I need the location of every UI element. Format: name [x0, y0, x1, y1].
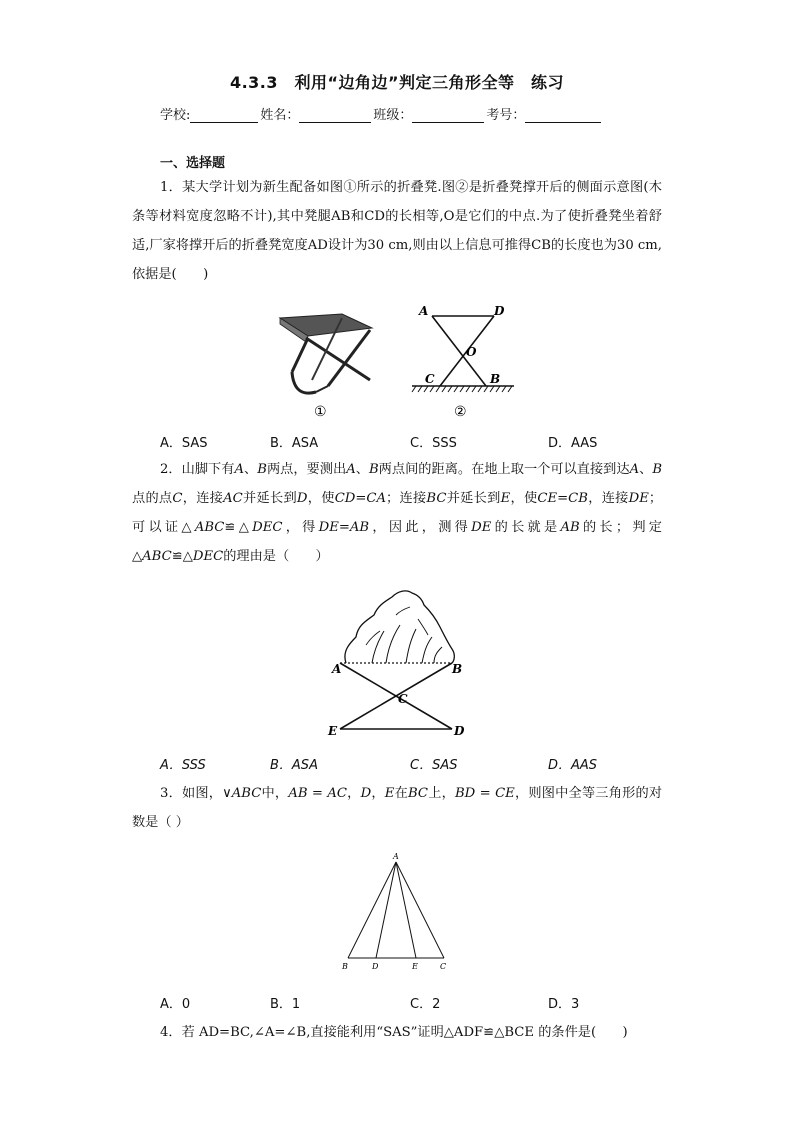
q3-var: BC [407, 786, 429, 801]
q2-text: ，使 [510, 491, 538, 506]
page-title: 4.3.3 利用“边角边”判定三角形全等 练习 [229, 73, 565, 92]
q2-var: DEC [192, 549, 224, 564]
q2-option-a[interactable]: A．SSS [160, 758, 206, 773]
q2-var: A [346, 462, 356, 477]
label-B: B [342, 962, 348, 971]
label-A: A [332, 662, 342, 676]
q3-text: 3．如图，∨ [160, 786, 232, 801]
q2-text: 并延长到 [242, 491, 297, 506]
q2-var: DE=AB [318, 520, 370, 535]
class-blank[interactable] [412, 108, 484, 123]
q2-text: ，使 [307, 491, 335, 506]
q3-text: ， [346, 786, 361, 801]
school-label: 学校: [160, 108, 191, 123]
q2-var: DE [471, 520, 492, 535]
q2-text: ；可以证△ [132, 491, 663, 535]
label-D: D [372, 962, 379, 971]
q3-var: AB = AC [288, 786, 347, 801]
q2-text: ；连接 [386, 491, 427, 506]
label-A: A [393, 852, 399, 861]
q2-text: ，连接 [182, 491, 224, 506]
q2-option-d[interactable]: D．AAS [548, 758, 598, 773]
number-label: 考号： [486, 108, 526, 123]
label-A: A [419, 304, 429, 318]
q2-var: D [296, 491, 308, 506]
q3-var: BD = CE [454, 786, 515, 801]
question-2 [132, 455, 662, 571]
q3-option-a[interactable]: A．0 [160, 997, 191, 1012]
q2-text: ，因此，测得 [369, 520, 472, 535]
question-4 [132, 1018, 662, 1047]
q2-var: B [652, 462, 663, 477]
q2-text: 2．山脚下有 [160, 462, 235, 477]
q2-text: ≌△ [224, 520, 253, 535]
q3-text: 上， [428, 786, 455, 801]
label-E: E [412, 962, 418, 971]
q2-var: C [172, 491, 183, 506]
stool-side-view-figure [408, 300, 518, 420]
question-1 [132, 173, 662, 289]
question-4-text: 4．若 AD=BC,∠A=∠B,直接能利用“SAS”证明△ADF≌△BCE 的条件是( ) [160, 1025, 628, 1040]
name-label: 姓名： [260, 108, 300, 123]
label-C: C [440, 962, 447, 971]
q1-option-c[interactable]: C．SSS [410, 436, 457, 451]
label-B: B [490, 372, 501, 386]
label-O: O [466, 345, 477, 359]
q2-text: 并延长到 [446, 491, 501, 506]
q2-text: 的长；判定△ [132, 520, 662, 564]
label-D: D [454, 724, 465, 738]
q2-var: ABC [142, 549, 172, 564]
q2-text: 的理由是（ ） [223, 549, 329, 564]
q3-text: 中， [261, 786, 289, 801]
q3-text: ， [371, 786, 385, 801]
label-D: D [494, 304, 505, 318]
triangle-abc-figure [336, 848, 456, 972]
q2-text: ，得 [282, 520, 319, 535]
q2-var: CE=CB [537, 491, 588, 506]
q1-option-a[interactable]: A．SAS [160, 436, 208, 451]
q3-var: ABC [231, 786, 262, 801]
q2-var: A [234, 462, 244, 477]
q2-text: ，连接 [587, 491, 629, 506]
q2-var: A [629, 462, 640, 477]
q2-text: 点的点 [132, 491, 173, 506]
q2-option-c[interactable]: C．SAS [410, 758, 458, 773]
q3-var: D [360, 786, 372, 801]
name-blank[interactable] [299, 108, 371, 123]
q2-var: DE [628, 491, 649, 506]
q3-option-d[interactable]: D．3 [548, 997, 580, 1012]
label-C: C [425, 372, 435, 386]
number-blank[interactable] [525, 108, 601, 123]
question-1-text: 1．某大学计划为新生配备如图①所示的折叠凳.图②是折叠凳撑开后的侧面示意图(木条等材料宽度忽略不计),其中凳腿AB和CD的长相等,O是它们的中点.为了使折叠凳坐着舒适,厂家将撑开后的折叠凳宽度AD设计为30 cm,则由以上信息可推得CB的长度也为30 cm,依据是( ) [132, 180, 662, 282]
q2-var: DEC [252, 520, 283, 535]
q2-text: 的长就是 [491, 520, 561, 535]
q1-option-b[interactable]: B．ASA [270, 436, 319, 451]
q2-text: 、 [355, 462, 369, 477]
label-B: B [452, 662, 463, 676]
q3-var: E [384, 786, 395, 801]
q1-option-d[interactable]: D．AAS [548, 436, 598, 451]
q2-var: CD=CA [334, 491, 387, 506]
fig-2-label: ② [454, 404, 467, 420]
q2-var: B [257, 462, 267, 477]
student-info-row [160, 104, 640, 123]
q2-text: ≌△ [171, 549, 193, 564]
q2-var: B [368, 462, 379, 477]
q2-var: BC [426, 491, 447, 506]
q3-text: 在 [394, 786, 408, 801]
q2-var: AC [223, 491, 243, 506]
folding-stool-figure [272, 306, 382, 418]
q2-var: E [500, 491, 511, 506]
section-heading: 一、选择题 [160, 156, 226, 171]
question-3 [132, 779, 662, 837]
q2-text: 、 [639, 462, 653, 477]
school-blank[interactable] [190, 108, 258, 123]
q2-var: AB [560, 520, 580, 535]
q3-option-b[interactable]: B．1 [270, 997, 301, 1012]
q3-option-c[interactable]: C．2 [410, 997, 441, 1012]
mountain-figure [326, 585, 476, 740]
label-C: C [398, 692, 408, 706]
q2-var: ABC [194, 520, 225, 535]
label-E: E [328, 724, 338, 738]
q2-option-b[interactable]: B．ASA [270, 758, 318, 773]
fig-1-label: ① [314, 404, 327, 418]
q3-text: ，则图中全等三角形的对数是（ ） [132, 786, 663, 830]
q2-text: 两点，要测出 [266, 462, 347, 477]
class-label: 班级： [373, 108, 413, 123]
q2-text: 两点间的距离。在地上取一个可以直接到达 [378, 462, 630, 477]
q2-text: 、 [243, 462, 258, 477]
